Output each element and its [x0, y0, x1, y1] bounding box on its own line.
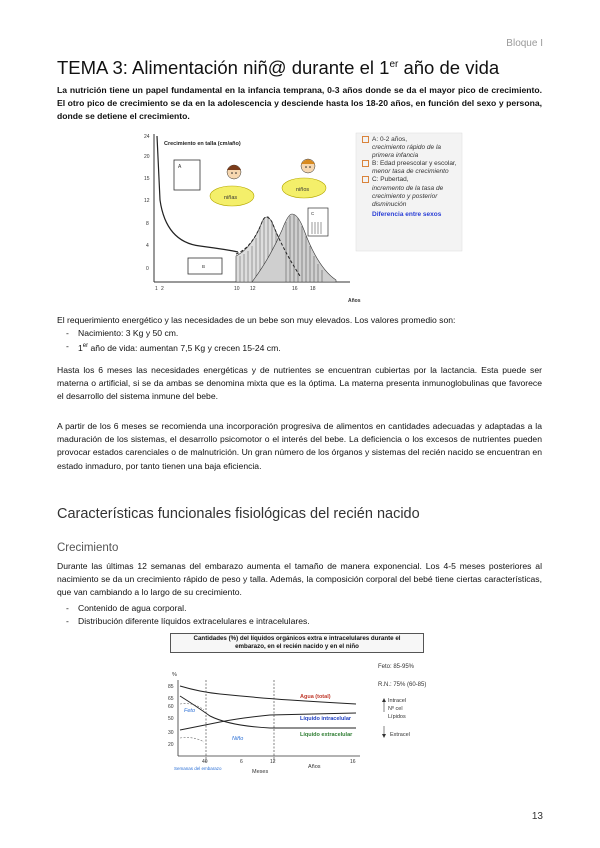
fluids-chart	[160, 630, 460, 780]
y-tick: 85	[168, 684, 174, 690]
list-item: - 1er año de vida: aumentan 7,5 Kg y crecen 15-24 cm.	[66, 341, 281, 353]
box-a-label: A	[178, 164, 182, 170]
down-arrowhead-icon	[382, 734, 386, 738]
side-ncel: Nº cel	[388, 706, 403, 712]
y-tick: 60	[168, 704, 174, 710]
x-tick: 2	[161, 286, 164, 292]
legend-marker-icon	[362, 136, 369, 143]
bubble-girls-label: niñas	[224, 195, 238, 201]
x-tick: 12	[250, 286, 256, 292]
page-title: TEMA 3: Alimentación niñ@ durante el 1er año de vida	[57, 57, 500, 78]
page-number: 13	[531, 811, 543, 822]
girl-face-icon	[227, 165, 241, 179]
x-label-years: Años	[308, 764, 321, 770]
x-tick: 10	[234, 286, 240, 292]
section-label: Bloque I	[506, 38, 543, 49]
intro-paragraph: La nutrición tiene un papel fundamental en la infancia temprana, 0-3 años donde se da el mayor pico de crecimiento. El otro pico de crecimiento se da en la adolescencia y desciende hasta los 18-20 años, en función del sexo y persona, donde se detiene el crecimiento.	[57, 85, 542, 122]
fluids-chart-title: Cantidades (%) del líquidos orgánicos extra e intracelulares durante el embarazo, en el recién nacido y en el niño	[170, 633, 424, 653]
box-c-label: C	[311, 211, 315, 216]
growth-legend: A: 0-2 años, crecimiento rápido de la primera infancia B: Edad preescolar y escolar, menor tasa de crecimiento C: Pubertad, incremento de la tasa de crecimiento y posterior disminución Diferencia entre sexos	[362, 136, 458, 219]
x-tick: 40	[202, 759, 208, 765]
bubble-boys-label: niños	[296, 187, 310, 193]
list-item: - Contenido de agua corporal.	[66, 603, 187, 613]
side-fetus: Feto: 85-95%	[378, 664, 415, 670]
y-tick: 20	[144, 154, 150, 160]
x-tick: 6	[240, 759, 243, 765]
side-extracel: Extracel	[390, 732, 410, 738]
boy-face-icon	[301, 159, 315, 173]
x-axis-label: Años	[348, 298, 361, 304]
side-lipids: Lípidos	[388, 714, 406, 720]
list-item: - Distribución diferente líquidos extracelulares e intracelulares.	[66, 616, 310, 626]
label-child: Niño	[232, 736, 244, 742]
x-label-weeks: Semanas del embarazo	[174, 766, 222, 771]
x-tick: 1	[155, 286, 158, 292]
label-fetus: Feto	[184, 708, 196, 714]
label-water: Agua (total)	[300, 694, 331, 700]
growth-paragraph: Durante las últimas 12 semanas del embarazo aumenta el tamaño de manera exponencial. Los 4-5 meses posteriores al nacimiento se da un crecimiento rápido de peso y talla. Además, la composición corporal del bebé tiene ciertas características, que van cambiando a lo largo de su crecimiento.	[57, 561, 542, 598]
energy-paragraph: El requerimiento energético y las necesidades de un bebe son muy elevados. Los valores promedio son:	[57, 315, 456, 325]
label-intracellular: Líquido intracelular	[300, 716, 352, 722]
legend-marker-icon	[362, 160, 369, 167]
extracellular-line	[180, 696, 356, 728]
legend-marker-icon	[362, 176, 369, 183]
x-label-months: Meses	[252, 769, 269, 775]
y-tick: 12	[144, 198, 150, 204]
feeding-paragraph: A partir de los 6 meses se recomienda una incorporación progresiva de alimentos en cantidades adecuadas y adaptadas a la maduración de los sistemas, el desarrollo psicomotor o el interés del bebe. La deficiencia o los excesos de nutrientes pueden provocar estados carenciales o de malnutrición. Un gran número de los órganos y sistemas del recién nacido se encuentran en estado inmaduro, por tanto tienen una baja eficiencia.	[57, 421, 542, 471]
fluids-chart-figure	[160, 630, 460, 780]
fetus-dashed-line	[180, 738, 204, 743]
box-b-label: B	[202, 264, 206, 269]
y-tick: 20	[168, 742, 174, 748]
label-extracellular: Líquido extracelular	[300, 732, 353, 738]
y-tick: 8	[146, 221, 149, 227]
up-arrowhead-icon	[382, 698, 386, 702]
y-tick: 65	[168, 696, 174, 702]
y-tick: 0	[146, 266, 149, 272]
y-tick: 24	[144, 134, 150, 140]
y-tick: 30	[168, 730, 174, 736]
y-tick: 50	[168, 716, 174, 722]
side-intracel: Intracel	[388, 698, 407, 704]
y-tick: 15	[144, 176, 150, 182]
chart-title: Crecimiento en talla (cm/año)	[164, 141, 241, 147]
section-heading: Características funcionales fisiológicas del recién nacido	[57, 506, 420, 522]
list-item: - Nacimiento: 3 Kg y 50 cm.	[66, 328, 179, 338]
x-tick: 16	[350, 759, 356, 765]
x-tick: 16	[292, 286, 298, 292]
lactation-paragraph: Hasta los 6 meses las necesidades energéticas y de nutrientes se encuentran cubiertas por la lactancia. Esta puede ser materna o artificial, si se da ambas se denomina mixta que es la óptima. La materna presenta inmunoglobulinas que favorece el desarrollo del sistema inmune del bebe.	[57, 365, 542, 402]
x-tick: 12	[270, 759, 276, 765]
y-unit: %	[172, 672, 177, 678]
x-tick: 18	[310, 286, 316, 292]
growth-chart-figure	[140, 130, 470, 308]
subsection-heading: Crecimiento	[57, 542, 119, 554]
side-newborn: R.N.: 75% (60-85)	[378, 682, 427, 688]
y-tick: 4	[146, 243, 149, 249]
